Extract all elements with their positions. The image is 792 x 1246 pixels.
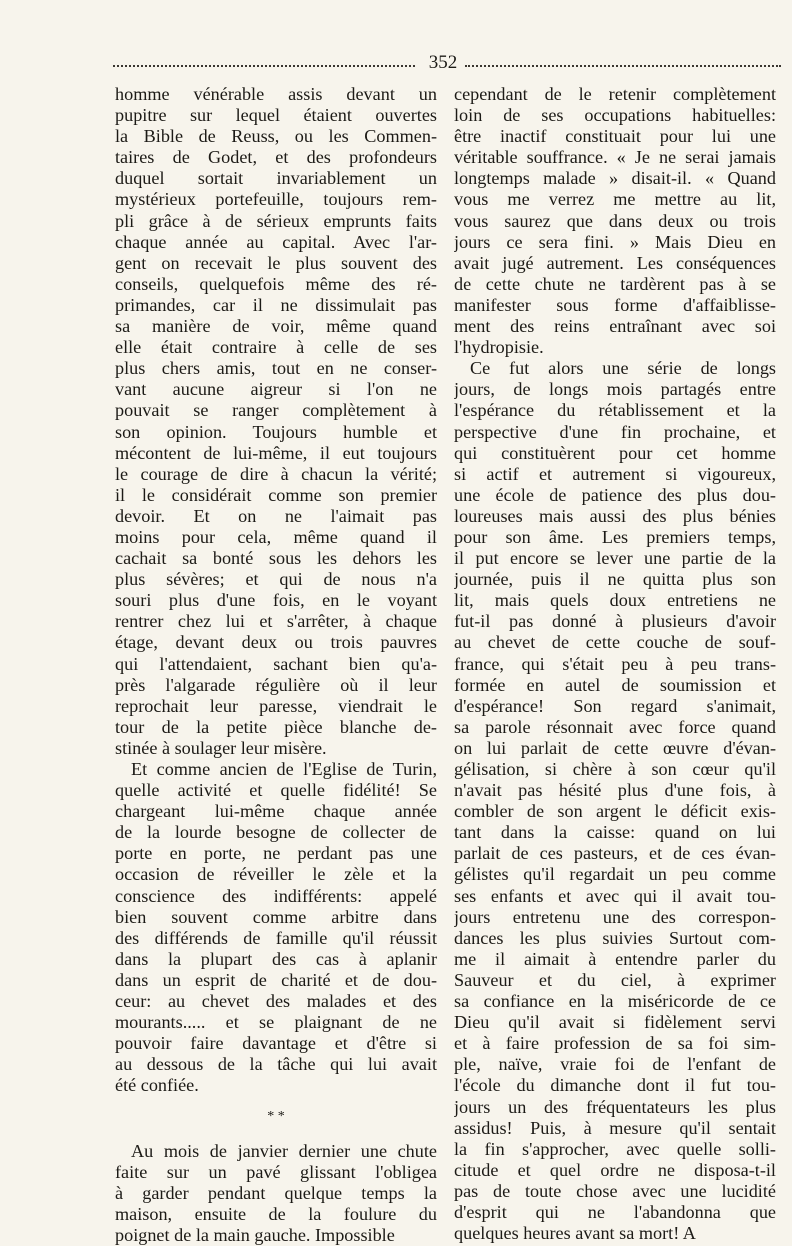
text-line: sa confiance en la miséricorde de ce [454, 991, 776, 1012]
text-line: des différends de famille qu'il réussit [115, 927, 437, 948]
header-rule-left [113, 65, 415, 67]
text-line: ceur: au chevet des malades et des [115, 991, 437, 1012]
text-line: ses enfants et avec qui il avait tou- [454, 885, 776, 906]
text-line: au chevet de cette couche de souf- [454, 632, 776, 653]
text-line: occasion de réveiller le zèle et la [115, 864, 437, 885]
text-line: l'espérance du rétablissement et la [454, 400, 776, 421]
text-line: gélistes qu'il regardait un peu comme [454, 864, 776, 885]
left-column [115, 84, 437, 1246]
text-line: son opinion. Toujours humble et [115, 421, 437, 442]
text-line: d'esprit qui ne l'abandonna que [454, 1201, 776, 1222]
text-line: combler de son argent le déficit exis- [454, 801, 776, 822]
text-line: vant aucune aigreur si l'on ne [115, 379, 437, 400]
text-line: citude et quel ordre ne disposa-t-il [454, 1159, 776, 1180]
text-line: vous me verrez me mettre au lit, [454, 189, 776, 210]
text-line: près l'algarade régulière où il leur [115, 674, 437, 695]
text-line: chargeant lui-même chaque année [115, 801, 437, 822]
text-line: dans un esprit de charité et de dou- [115, 969, 437, 990]
text-line: à garder pendant quelque temps la [115, 1182, 437, 1203]
text-line: faite sur un pavé glissant l'obligea [115, 1161, 437, 1182]
left-paragraph-3 [115, 1141, 437, 1246]
text-line: Et comme ancien de l'Eglise de Turin, [131, 759, 437, 779]
text-line: pli grâce à de sérieux emprunts faits [115, 210, 437, 231]
text-line: perspective d'une fin prochaine, et [454, 421, 776, 442]
text-line: lit, mais quels doux entretiens ne [454, 590, 776, 611]
page-number: 352 [428, 52, 458, 73]
text-line: reprochait leur paresse, viendrait le [115, 695, 437, 716]
text-line: stinée à soulager leur misère. [115, 737, 327, 758]
text-line: bien souvent comme arbitre dans [115, 906, 437, 927]
text-line: devoir. Et on ne l'aimait pas [115, 505, 437, 526]
text-line: moins pour cela, même quand il [115, 526, 437, 547]
text-line: être inactif constituait pour lui une [454, 126, 776, 147]
text-line: jours un des fréquentateurs les plus [454, 1096, 776, 1117]
right-paragraph-1 [454, 84, 776, 358]
text-line: journée, puis il ne quitta plus son [454, 569, 776, 590]
text-line: chaque année au capital. Avec l'ar- [115, 231, 437, 252]
text-line: gélisation, si chère à son cœur qu'il [454, 759, 776, 779]
text-line: de la lourde besogne de collecter de [115, 822, 437, 843]
text-line: pour son âme. Les premiers temps, [454, 526, 776, 547]
text-line: conscience des indifférents: appelé [115, 885, 437, 906]
text-line: loureuses mais aussi des plus bénies [454, 505, 776, 526]
text-line: été confiée. [115, 1075, 199, 1096]
text-line: dans la plupart des cas à aplanir [115, 948, 437, 969]
text-line: tour de la petite pièce blanche de- [115, 716, 437, 737]
text-line: quelle activité et quelle fidélité! Se [115, 780, 437, 801]
text-line: cependant de le retenir complètement [454, 84, 776, 104]
text-line: il put encore se lever une partie de la [454, 548, 776, 569]
text-line: la fin s'approcher, avec quelle solli- [454, 1138, 776, 1159]
text-line: de cette chute ne tardèrent pas à se [454, 273, 776, 294]
text-line: assidus! Puis, à mesure qu'il sentait [454, 1117, 776, 1138]
text-line: taires de Godet, et des profondeurs [115, 147, 437, 168]
text-line: sa parole résonnait avec force quand [454, 716, 776, 737]
text-line: et à faire profession de sa foi sim- [454, 1033, 776, 1054]
text-line: ment des reins entraînant avec soi [454, 316, 776, 337]
text-line: l'hydropisie. [454, 337, 544, 358]
text-line: poignet de la main gauche. Impossible [115, 1224, 395, 1245]
text-line: fut-il pas donné à plusieurs d'avoir [454, 611, 776, 632]
text-line: qui l'attendaient, sachant bien qu'a- [115, 653, 437, 674]
text-line: loin de ses occupations habituelles: [454, 105, 776, 126]
text-line: quelques heures avant sa mort! A [454, 1223, 696, 1244]
text-line: véritable souffrance. « Je ne serai jamais [454, 147, 776, 168]
text-line: n'avait pas hésité plus d'une fois, à [454, 780, 776, 801]
text-line: étage, devant deux ou trois pauvres [115, 632, 437, 653]
text-line: Sauveur et du ciel, à exprimer [454, 969, 776, 990]
text-line: rentrer chez lui et s'arrêter, à chaque [115, 611, 437, 632]
text-line: jours entretenu une des correspon- [454, 906, 776, 927]
text-line: Ce fut alors une série de longs [470, 358, 776, 379]
text-line: me il aimait à entendre parler du [454, 948, 776, 969]
text-line: souri plus d'une fois, en le voyant [115, 590, 437, 611]
text-line: pouvoir faire davantage et d'être si [115, 1033, 437, 1054]
page-header [113, 52, 781, 74]
text-line: longtemps malade » disait-il. « Quand [454, 168, 776, 189]
text-line: ple, naïve, vraie foi de l'enfant de [454, 1054, 776, 1075]
left-paragraph-2 [115, 759, 437, 1097]
text-line: Dieu qu'il avait si fidèlement servi [454, 1012, 776, 1033]
text-line: mourants..... et se plaignant de ne [115, 1012, 437, 1033]
text-line: jours, de longs mois partagés entre [454, 379, 776, 400]
text-line: jours ce sera fini. » Mais Dieu en [454, 231, 776, 252]
text-line: elle était contraire à celle de ses [115, 337, 437, 358]
right-paragraph-2 [454, 358, 776, 1244]
section-asterism: * * [267, 1108, 285, 1124]
text-line: l'école du dimanche dont il fut tou- [454, 1075, 776, 1096]
text-line: pas de toute chose avec une lucidité [454, 1180, 776, 1201]
text-line: plus chers amis, tout en ne conser- [115, 358, 437, 379]
text-line: cachait sa bonté sous les dehors les [115, 548, 437, 569]
text-line: si actif et autrement si vigoureux, [454, 463, 776, 484]
right-column [454, 84, 776, 1244]
left-paragraph-1 [115, 84, 437, 759]
text-line: d'espérance! Son regard s'animait, [454, 695, 776, 716]
text-line: porte en porte, ne perdant pas une [115, 843, 437, 864]
text-line: dances les plus suivies Surtout com- [454, 927, 776, 948]
text-line: une école de patience des plus dou- [454, 484, 776, 505]
text-line: on lui parlait de cette œuvre d'évan- [454, 737, 776, 758]
text-line: plus sévères; et qui de nous n'a [115, 569, 437, 590]
text-line: Au mois de janvier dernier une chute [131, 1140, 437, 1161]
header-rule-right [465, 65, 781, 67]
text-line: maison, ensuite de la foulure du [115, 1203, 437, 1224]
text-line: parlait de ces pasteurs, et de ces évan- [454, 843, 776, 864]
text-line: mystérieux portefeuille, toujours rem- [115, 189, 437, 210]
text-line: au dessous de la tâche qui lui avait [115, 1054, 437, 1075]
text-line: pupitre sur lequel étaient ouvertes [115, 105, 437, 126]
text-line: duquel sortait invariablement un [115, 168, 437, 189]
text-line: le courage de dire à chacun la vérité; [115, 463, 437, 484]
text-line: tant dans la caisse: quand on lui [454, 822, 776, 843]
text-line: il le considérait comme son premier [115, 484, 437, 505]
text-line: mécontent de lui-même, il eut toujours [115, 442, 437, 463]
text-line: primandes, car il ne dissimulait pas [115, 294, 437, 315]
text-line: france, qui s'était peu à peu trans- [454, 653, 776, 674]
text-line: manifester sous forme d'affaiblisse- [454, 294, 776, 315]
text-line: sa manière de voir, même quand [115, 316, 437, 337]
text-line: avait jugé autrement. Les conséquences [454, 252, 776, 273]
text-line: la Bible de Reuss, ou les Commen- [115, 126, 437, 147]
text-line: gent on recevait le plus souvent des [115, 252, 437, 273]
text-line: qui constituèrent pour cet homme [454, 442, 776, 463]
text-line: homme vénérable assis devant un [115, 84, 437, 104]
text-line: vous saurez que dans deux ou trois [454, 210, 776, 231]
text-line: pouvait se ranger complètement à [115, 400, 437, 421]
text-line: conseils, quelquefois même des ré- [115, 273, 437, 294]
text-line: formée en autel de soumission et [454, 674, 776, 695]
